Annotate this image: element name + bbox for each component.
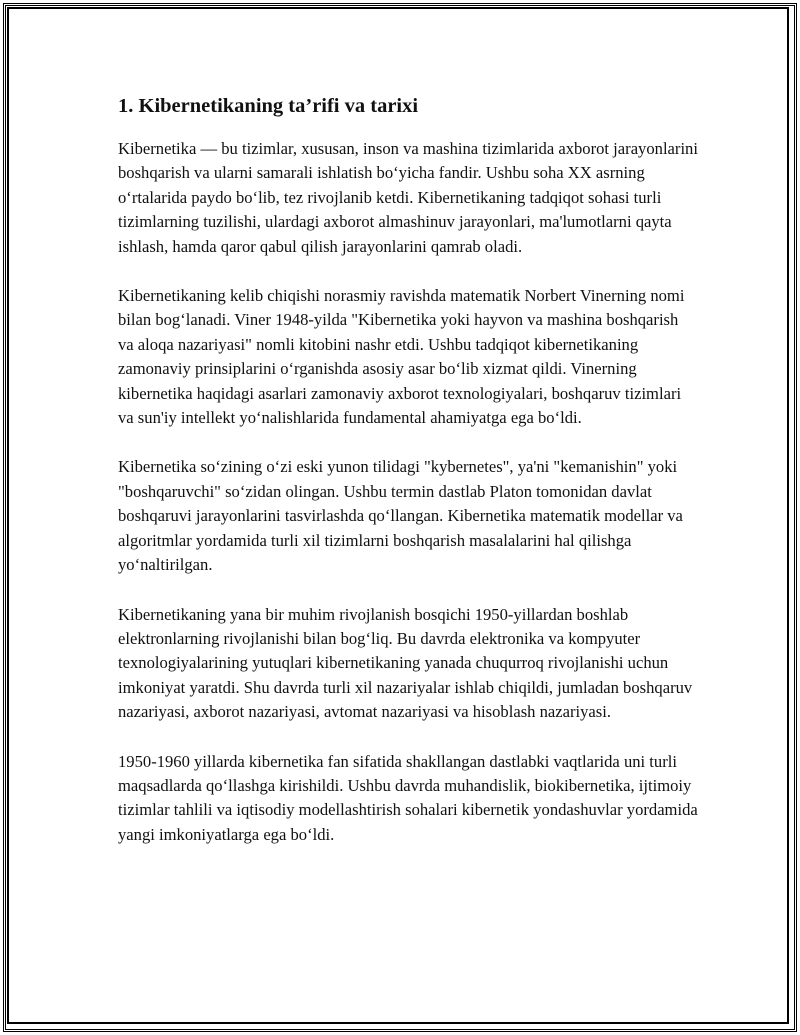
paragraph-origin-wiener: Kibernetikaning kelib chiqishi norasmiy ravishda matematik Norbert Vinerning nomi bilan bog‘lanadi. Viner 1948-yilda "Kibernetika yoki hayvon va mashina boshqarish va aloqa nazariyasi" nomli kitobini nashr etdi. Ushbu tadqiqot kibernetikaning zamonaviy prinsiplarini o‘rganishda asosiy asar bo‘lib xizmat qildi. Vinerning kibernetika haqidagi asarlari zamonaviy axborot texnologiyalari, boshqaruv tizimlari va sun'iy intellekt yo‘nalishlarida fundamental ahamiyatga ega bo‘ldi. bbox=[118, 286, 685, 428]
paragraph-development-1950s: Kibernetikaning yana bir muhim rivojlanish bosqichi 1950-yillardan boshlab elektronlarning rivojlanishi bilan bog‘liq. Bu davrda elektronika va kompyuter texnologiyalarining yutuqlari kibernetikaning yanada chuqurroq rivojlanishi uchun imkoniyat yaratdi. Shu davrda turli xil nazariyalar ishlab chiqildi, jumladan boshqaruv nazariyasi, axborot nazariyasi, avtomat nazariyasi va hisoblash nazariyasi. bbox=[118, 604, 693, 722]
paragraph-etymology: Kibernetika so‘zining o‘zi eski yunon tilidagi "kybernetes", ya'ni "kemanishin" yoki "boshqaruvchi" so‘zidan olingan. Ushbu termin dastlab Platon tomonidan davlat boshqaruvi jarayonlarini tasvirlashda qo‘llangan. Kibernetika matematik modellar va algoritmlar yordamida turli xil tizimlarni boshqarish masalalarini hal qilishga yo‘naltirilgan. bbox=[118, 457, 683, 575]
paragraph-definition: Kibernetika — bu tizimlar, xususan, inson va mashina tizimlarida axborot jarayonlarini boshqarish va ularni samarali ishlatish bo‘yicha fandir. Ushbu soha XX asrning o‘rtalarida paydo bo‘lib, tez rivojlanib ketdi. Kibernetikaning tadqiqot sohasi turli tizimlarning tuzilishi, ulardagi axborot almashinuv jarayonlari, ma'lumotlarni qayta ishlash, hamda qaror qabul qilish jarayonlarini qamrab oladi. bbox=[118, 139, 698, 256]
paragraph-applications-1950-1960: 1950-1960 yillarda kibernetika fan sifatida shakllangan dastlabki vaqtlarida uni turli maqsadlarda qo‘llashga kirishildi. Ushbu davrda muhandislik, biokibernetika, ijtimoiy tizimlar tahlili va iqtisodiy modellashtirish sohalari kibernetik yondashuvlar yordamida yangi imkoniyatlarga ega bo‘ldi. bbox=[118, 751, 698, 844]
section-heading: 1. Kibernetikaning ta’rifi va tarixi bbox=[118, 95, 419, 117]
document-body bbox=[118, 93, 698, 872]
